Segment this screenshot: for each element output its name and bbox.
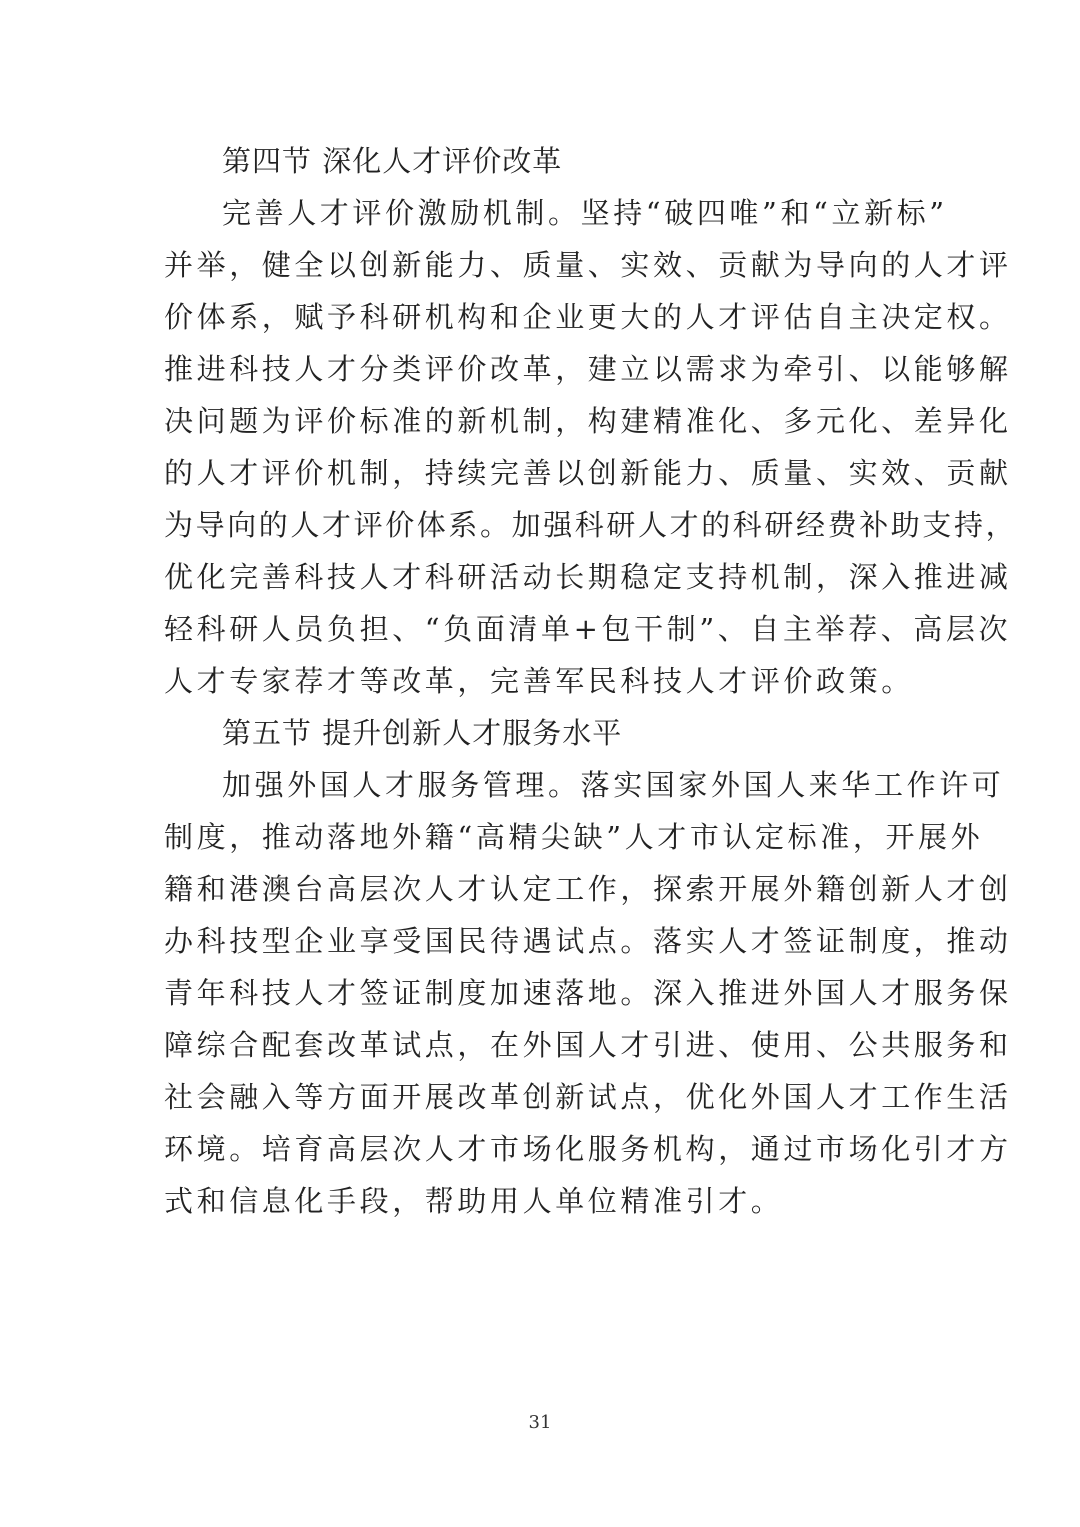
paragraph-line: 障综合配套改革试点，在外国人才引进、使用、公共服务和 (164, 1028, 1012, 1062)
section-4-heading: 第四节 深化人才评价改革 (222, 144, 563, 178)
paragraph-line: 社会融入等方面开展改革创新试点，优化外国人才工作生活 (164, 1080, 1012, 1114)
paragraph-line: 为导向的人才评价体系。加强科研人才的科研经费补助支持， (164, 508, 1018, 542)
paragraph-line: 轻科研人员负担、“负面清单+包干制”、自主举荐、高层次 (164, 612, 1012, 646)
page-number: 31 (528, 1412, 552, 1433)
paragraph-line: 籍和港澳台高层次人才认定工作，探索开展外籍创新人才创 (164, 872, 1012, 906)
section-5-heading: 第五节 提升创新人才服务水平 (222, 716, 623, 750)
paragraph-line: 优化完善科技人才科研活动长期稳定支持机制，深入推进减 (164, 560, 1012, 594)
paragraph-line: 环境。培育高层次人才市场化服务机构，通过市场化引才方 (164, 1132, 1012, 1166)
paragraph-line: 完善人才评价激励机制。坚持“破四唯”和“立新标” (222, 196, 948, 230)
paragraph-line: 人才专家荐才等改革，完善军民科技人才评价政策。 (164, 664, 914, 698)
paragraph-line: 式和信息化手段，帮助用人单位精准引才。 (164, 1184, 784, 1218)
paragraph-line: 并举，健全以创新能力、质量、实效、贡献为导向的人才评 (164, 248, 1012, 282)
paragraph-line: 办科技型企业享受国民待遇试点。落实人才签证制度，推动 (164, 924, 1012, 958)
paragraph-line: 制度，推动落地外籍“高精尖缺”人才市认定标准，开展外 (164, 820, 984, 854)
paragraph-line: 加强外国人才服务管理。落实国家外国人来华工作许可 (222, 768, 1005, 802)
paragraph-line: 推进科技人才分类评价改革，建立以需求为牵引、以能够解 (164, 352, 1012, 386)
paragraph-line: 青年科技人才签证制度加速落地。深入推进外国人才服务保 (164, 976, 1012, 1010)
paragraph-line: 的人才评价机制，持续完善以创新能力、质量、实效、贡献 (164, 456, 1012, 490)
paragraph-line: 决问题为评价标准的新机制，构建精准化、多元化、差异化 (164, 404, 1012, 438)
paragraph-line: 价体系，赋予科研机构和企业更大的人才评估自主决定权。 (164, 300, 1012, 334)
